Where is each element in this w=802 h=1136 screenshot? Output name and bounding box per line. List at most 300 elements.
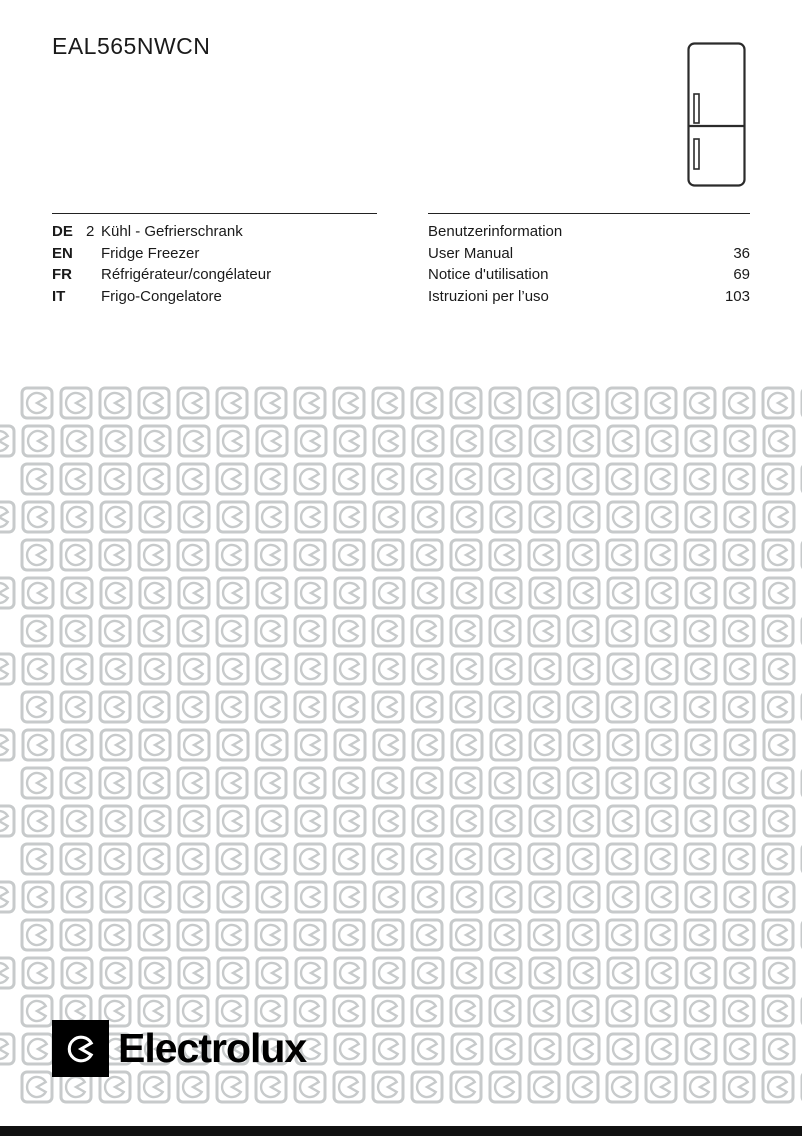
electrolux-symbol-tile-icon bbox=[20, 462, 54, 496]
electrolux-symbol-tile-icon bbox=[761, 614, 795, 648]
electrolux-symbol-tile-icon bbox=[59, 462, 93, 496]
electrolux-symbol-tile-icon bbox=[98, 614, 132, 648]
electrolux-symbol-tile-icon bbox=[333, 804, 367, 838]
electrolux-symbol-tile-icon bbox=[411, 424, 445, 458]
electrolux-symbol-tile-icon bbox=[761, 842, 795, 876]
electrolux-symbol-tile-icon bbox=[20, 994, 54, 1028]
electrolux-symbol-tile-icon bbox=[605, 690, 639, 724]
electrolux-symbol-tile-icon bbox=[410, 538, 444, 572]
manual-page: 69 bbox=[733, 266, 750, 283]
electrolux-symbol-tile-icon bbox=[294, 424, 328, 458]
electrolux-symbol-tile-icon bbox=[645, 1032, 679, 1066]
electrolux-symbol-tile-icon bbox=[606, 652, 640, 686]
electrolux-symbol-tile-icon bbox=[333, 576, 367, 610]
electrolux-symbol-tile-icon bbox=[683, 766, 717, 800]
electrolux-symbol-tile-icon bbox=[98, 386, 132, 420]
electrolux-symbol-tile-icon bbox=[761, 690, 795, 724]
watermark-row bbox=[0, 728, 802, 766]
electrolux-symbol-tile-icon bbox=[59, 690, 93, 724]
page-footer-bar bbox=[0, 1126, 802, 1136]
watermark-row bbox=[0, 652, 802, 690]
electrolux-symbol-tile-icon bbox=[60, 652, 94, 686]
electrolux-symbol-tile-icon bbox=[137, 766, 171, 800]
electrolux-symbol-tile-icon bbox=[99, 804, 133, 838]
electrolux-symbol-tile-icon bbox=[332, 842, 366, 876]
electrolux-symbol-tile-icon bbox=[254, 386, 288, 420]
electrolux-symbol-tile-icon bbox=[411, 1032, 445, 1066]
electrolux-symbol-tile-icon bbox=[528, 576, 562, 610]
electrolux-symbol-tile-icon bbox=[332, 462, 366, 496]
electrolux-symbol-tile-icon bbox=[99, 424, 133, 458]
electrolux-symbol-tile-icon bbox=[567, 804, 601, 838]
electrolux-symbol-tile-icon bbox=[449, 1070, 483, 1104]
electrolux-symbol-tile-icon bbox=[449, 690, 483, 724]
electrolux-symbol-tile-icon bbox=[176, 386, 210, 420]
electrolux-symbol-tile-icon bbox=[450, 500, 484, 534]
electrolux-symbol-tile-icon bbox=[644, 918, 678, 952]
electrolux-symbol-tile-icon bbox=[371, 994, 405, 1028]
electrolux-symbol-tile-icon bbox=[137, 842, 171, 876]
electrolux-symbol-tile-icon bbox=[98, 918, 132, 952]
electrolux-symbol-tile-icon bbox=[254, 462, 288, 496]
electrolux-symbol-tile-icon bbox=[605, 918, 639, 952]
electrolux-symbol-tile-icon bbox=[177, 956, 211, 990]
electrolux-symbol-tile-icon bbox=[684, 576, 718, 610]
electrolux-symbol-tile-icon bbox=[176, 918, 210, 952]
electrolux-symbol-tile-icon bbox=[528, 728, 562, 762]
electrolux-symbol-tile-icon bbox=[644, 842, 678, 876]
electrolux-symbol-tile-icon bbox=[0, 956, 16, 990]
electrolux-symbol-tile-icon bbox=[450, 804, 484, 838]
electrolux-symbol-tile-icon bbox=[215, 766, 249, 800]
electrolux-symbol-tile-icon bbox=[372, 500, 406, 534]
electrolux-symbol-tile-icon bbox=[20, 842, 54, 876]
electrolux-symbol-tile-icon bbox=[567, 956, 601, 990]
electrolux-symbol-tile-icon bbox=[566, 842, 600, 876]
electrolux-symbol-tile-icon bbox=[606, 728, 640, 762]
manual-label: Benutzerinformation bbox=[428, 223, 563, 240]
electrolux-symbol-tile-icon bbox=[255, 652, 289, 686]
electrolux-symbol-tile-icon bbox=[99, 728, 133, 762]
electrolux-symbol-tile-icon bbox=[333, 424, 367, 458]
electrolux-symbol-tile-icon bbox=[450, 576, 484, 610]
electrolux-symbol-tile-icon bbox=[216, 576, 250, 610]
electrolux-symbol-tile-icon bbox=[684, 956, 718, 990]
electrolux-symbol-tile-icon bbox=[645, 804, 679, 838]
electrolux-symbol-tile-icon bbox=[566, 386, 600, 420]
language-title: Fridge Freezer bbox=[101, 244, 200, 262]
electrolux-symbol-tile-icon bbox=[683, 842, 717, 876]
electrolux-symbol-tile-icon bbox=[722, 614, 756, 648]
electrolux-symbol-tile-icon bbox=[488, 994, 522, 1028]
electrolux-symbol-tile-icon bbox=[488, 1070, 522, 1104]
electrolux-symbol-tile-icon bbox=[332, 766, 366, 800]
electrolux-symbol-tile-icon bbox=[566, 994, 600, 1028]
electrolux-symbol-tile-icon bbox=[528, 500, 562, 534]
fridge-freezer-icon bbox=[687, 42, 746, 187]
electrolux-symbol-tile-icon bbox=[371, 538, 405, 572]
electrolux-symbol-tile-icon bbox=[294, 880, 328, 914]
electrolux-symbol-tile-icon bbox=[332, 690, 366, 724]
electrolux-symbol-tile-icon bbox=[60, 424, 94, 458]
electrolux-symbol-tile-icon bbox=[449, 918, 483, 952]
electrolux-symbol-tile-icon bbox=[605, 386, 639, 420]
electrolux-symbol-tile-icon bbox=[605, 614, 639, 648]
electrolux-symbol-tile-icon bbox=[566, 462, 600, 496]
watermark-row bbox=[20, 462, 802, 500]
electrolux-symbol-tile-icon bbox=[762, 956, 796, 990]
electrolux-symbol-tile-icon bbox=[410, 386, 444, 420]
electrolux-symbol-tile-icon bbox=[762, 1032, 796, 1066]
electrolux-symbol-tile-icon bbox=[566, 1070, 600, 1104]
electrolux-symbol-tile-icon bbox=[254, 766, 288, 800]
electrolux-symbol-tile-icon bbox=[528, 956, 562, 990]
language-code: IT bbox=[52, 287, 66, 305]
electrolux-symbol-tile-icon bbox=[332, 1070, 366, 1104]
electrolux-symbol-tile-icon bbox=[723, 804, 757, 838]
electrolux-symbol-tile-icon bbox=[644, 994, 678, 1028]
electrolux-symbol-tile-icon bbox=[527, 918, 561, 952]
electrolux-symbol-tile-icon bbox=[372, 880, 406, 914]
electrolux-symbol-tile-icon bbox=[20, 766, 54, 800]
electrolux-symbol-tile-icon bbox=[449, 538, 483, 572]
electrolux-symbol-tile-icon bbox=[176, 766, 210, 800]
electrolux-symbol-tile-icon bbox=[294, 728, 328, 762]
electrolux-symbol-tile-icon bbox=[645, 880, 679, 914]
electrolux-symbol-tile-icon bbox=[333, 880, 367, 914]
electrolux-symbol-tile-icon bbox=[606, 956, 640, 990]
electrolux-symbol-tile-icon bbox=[723, 424, 757, 458]
electrolux-symbol-tile-icon bbox=[722, 842, 756, 876]
electrolux-symbol-tile-icon bbox=[606, 804, 640, 838]
electrolux-symbol-tile-icon bbox=[176, 842, 210, 876]
electrolux-symbol-tile-icon bbox=[216, 956, 250, 990]
electrolux-symbol-tile-icon bbox=[255, 804, 289, 838]
electrolux-symbol-tile-icon bbox=[605, 994, 639, 1028]
electrolux-symbol-tile-icon bbox=[254, 918, 288, 952]
electrolux-symbol-tile-icon bbox=[20, 1070, 54, 1104]
electrolux-symbol-tile-icon bbox=[177, 500, 211, 534]
watermark-row bbox=[0, 956, 802, 994]
watermark-row bbox=[20, 766, 802, 804]
electrolux-symbol-tile-icon bbox=[566, 538, 600, 572]
electrolux-symbol-tile-icon bbox=[527, 842, 561, 876]
electrolux-symbol-tile-icon bbox=[489, 500, 523, 534]
electrolux-symbol-tile-icon bbox=[371, 918, 405, 952]
electrolux-symbol-tile-icon bbox=[176, 690, 210, 724]
electrolux-symbol-tile-icon bbox=[21, 500, 55, 534]
electrolux-symbol-tile-icon bbox=[215, 386, 249, 420]
electrolux-symbol-tile-icon bbox=[683, 462, 717, 496]
electrolux-symbol-tile-icon bbox=[761, 994, 795, 1028]
electrolux-symbol-tile-icon bbox=[293, 766, 327, 800]
electrolux-symbol-tile-icon bbox=[723, 880, 757, 914]
language-title: Réfrigérateur/congélateur bbox=[101, 266, 272, 283]
electrolux-symbol-tile-icon bbox=[410, 1070, 444, 1104]
electrolux-symbol-tile-icon bbox=[566, 918, 600, 952]
electrolux-symbol-tile-icon bbox=[98, 690, 132, 724]
electrolux-symbol-tile-icon bbox=[449, 614, 483, 648]
electrolux-symbol-tile-icon bbox=[645, 652, 679, 686]
electrolux-symbol-tile-icon bbox=[60, 728, 94, 762]
manual-page: 36 bbox=[733, 244, 750, 262]
language-title: Kühl - Gefrierschrank bbox=[101, 223, 243, 240]
electrolux-symbol-tile-icon bbox=[99, 500, 133, 534]
language-code: DE bbox=[52, 223, 73, 240]
watermark-row bbox=[20, 690, 802, 728]
electrolux-symbol-tile-icon bbox=[99, 576, 133, 610]
electrolux-symbol-tile-icon bbox=[684, 728, 718, 762]
watermark-row bbox=[0, 500, 802, 538]
electrolux-symbol-tile-icon bbox=[21, 652, 55, 686]
electrolux-symbol-tile-icon bbox=[293, 690, 327, 724]
electrolux-symbol-tile-icon bbox=[449, 386, 483, 420]
electrolux-symbol-tile-icon bbox=[333, 1032, 367, 1066]
electrolux-symbol-tile-icon bbox=[410, 462, 444, 496]
electrolux-symbol-tile-icon bbox=[411, 728, 445, 762]
electrolux-symbol-tile-icon bbox=[411, 956, 445, 990]
electrolux-symbol-tile-icon bbox=[606, 576, 640, 610]
electrolux-symbol-tile-icon bbox=[137, 462, 171, 496]
electrolux-symbol-tile-icon bbox=[372, 576, 406, 610]
electrolux-symbol-tile-icon bbox=[605, 766, 639, 800]
electrolux-symbol-tile-icon bbox=[215, 842, 249, 876]
electrolux-symbol-tile-icon bbox=[21, 956, 55, 990]
manual-list bbox=[428, 213, 750, 307]
electrolux-symbol-tile-icon bbox=[762, 804, 796, 838]
electrolux-symbol-tile-icon bbox=[722, 386, 756, 420]
electrolux-symbol-tile-icon bbox=[644, 614, 678, 648]
electrolux-symbol-tile-icon bbox=[528, 652, 562, 686]
electrolux-symbol-tile-icon bbox=[528, 1032, 562, 1066]
electrolux-symbol-tile-icon bbox=[528, 424, 562, 458]
electrolux-symbol-tile-icon bbox=[762, 880, 796, 914]
electrolux-symbol-tile-icon bbox=[254, 690, 288, 724]
electrolux-symbol-tile-icon bbox=[411, 652, 445, 686]
watermark-row bbox=[0, 424, 802, 462]
electrolux-symbol-tile-icon bbox=[410, 614, 444, 648]
electrolux-symbol-tile-icon bbox=[98, 462, 132, 496]
manual-label: User Manual bbox=[428, 244, 514, 262]
electrolux-symbol-tile-icon bbox=[449, 842, 483, 876]
electrolux-symbol-tile-icon bbox=[20, 538, 54, 572]
list-item bbox=[428, 221, 750, 243]
electrolux-symbol-tile-icon bbox=[567, 728, 601, 762]
electrolux-symbol-tile-icon bbox=[527, 690, 561, 724]
electrolux-symbol-tile-icon bbox=[215, 918, 249, 952]
electrolux-symbol-tile-icon bbox=[59, 766, 93, 800]
electrolux-symbol-tile-icon bbox=[762, 424, 796, 458]
electrolux-symbol-tile-icon bbox=[449, 994, 483, 1028]
electrolux-symbol-tile-icon bbox=[0, 804, 16, 838]
electrolux-symbol-tile-icon bbox=[684, 500, 718, 534]
electrolux-symbol-tile-icon bbox=[722, 766, 756, 800]
electrolux-symbol-tile-icon bbox=[372, 956, 406, 990]
electrolux-symbol-tile-icon bbox=[722, 462, 756, 496]
electrolux-symbol-tile-icon bbox=[0, 576, 16, 610]
electrolux-symbol-tile-icon bbox=[137, 538, 171, 572]
electrolux-symbol-tile-icon bbox=[372, 652, 406, 686]
electrolux-symbol-tile-icon bbox=[21, 880, 55, 914]
electrolux-symbol-tile-icon bbox=[762, 576, 796, 610]
electrolux-symbol-tile-icon bbox=[0, 500, 16, 534]
electrolux-symbol-tile-icon bbox=[21, 728, 55, 762]
electrolux-symbol-tile-icon bbox=[645, 576, 679, 610]
electrolux-symbol-tile-icon bbox=[566, 614, 600, 648]
electrolux-symbol-tile-icon bbox=[371, 614, 405, 648]
electrolux-symbol-tile-icon bbox=[255, 424, 289, 458]
electrolux-symbol-tile-icon bbox=[683, 690, 717, 724]
electrolux-symbol-tile-icon bbox=[60, 880, 94, 914]
electrolux-symbol-tile-icon bbox=[488, 766, 522, 800]
electrolux-symbol-tile-icon bbox=[59, 614, 93, 648]
electrolux-symbol-tile-icon bbox=[99, 652, 133, 686]
electrolux-symbol-tile-icon bbox=[332, 386, 366, 420]
language-list bbox=[52, 213, 377, 307]
electrolux-symbol-tile-icon bbox=[99, 956, 133, 990]
electrolux-symbol-tile-icon bbox=[488, 842, 522, 876]
electrolux-symbol-tile-icon bbox=[0, 880, 16, 914]
electrolux-symbol-tile-icon bbox=[293, 386, 327, 420]
electrolux-symbol-tile-icon bbox=[255, 576, 289, 610]
electrolux-symbol-tile-icon bbox=[683, 918, 717, 952]
watermark-row bbox=[0, 880, 802, 918]
electrolux-symbol-tile-icon bbox=[722, 538, 756, 572]
electrolux-symbol-tile-icon bbox=[527, 614, 561, 648]
electrolux-symbol-tile-icon bbox=[372, 424, 406, 458]
electrolux-symbol-tile-icon bbox=[177, 880, 211, 914]
electrolux-symbol-tile-icon bbox=[605, 462, 639, 496]
electrolux-symbol-tile-icon bbox=[137, 614, 171, 648]
electrolux-symbol-tile-icon bbox=[216, 424, 250, 458]
electrolux-symbol-tile-icon bbox=[489, 804, 523, 838]
electrolux-symbol-tile-icon bbox=[138, 500, 172, 534]
electrolux-symbol-tile-icon bbox=[332, 918, 366, 952]
electrolux-symbol-tile-icon bbox=[644, 690, 678, 724]
electrolux-symbol-tile-icon bbox=[138, 728, 172, 762]
electrolux-symbol-tile-icon bbox=[255, 728, 289, 762]
electrolux-symbol-tile-icon bbox=[293, 614, 327, 648]
electrolux-symbol-tile-icon bbox=[527, 766, 561, 800]
electrolux-symbol-tile-icon bbox=[137, 690, 171, 724]
electrolux-symbol-tile-icon bbox=[527, 1070, 561, 1104]
electrolux-logo bbox=[52, 1020, 306, 1077]
electrolux-symbol-tile-icon bbox=[450, 652, 484, 686]
electrolux-symbol-tile-icon bbox=[488, 386, 522, 420]
electrolux-symbol-tile-icon bbox=[20, 614, 54, 648]
electrolux-symbol-tile-icon bbox=[567, 652, 601, 686]
manual-label: Notice d'utilisation bbox=[428, 266, 549, 283]
electrolux-symbol-tile-icon bbox=[722, 690, 756, 724]
electrolux-symbol-tile-icon bbox=[645, 956, 679, 990]
electrolux-symbol-tile-icon bbox=[488, 538, 522, 572]
electrolux-symbol-tile-icon bbox=[761, 462, 795, 496]
electrolux-symbol-tile-icon bbox=[722, 1070, 756, 1104]
electrolux-symbol-tile-icon bbox=[137, 386, 171, 420]
electrolux-symbol-tile-icon bbox=[644, 386, 678, 420]
electrolux-symbol-tile-icon bbox=[137, 918, 171, 952]
electrolux-symbol-tile-icon bbox=[254, 842, 288, 876]
electrolux-symbol-tile-icon bbox=[489, 576, 523, 610]
language-page bbox=[86, 264, 101, 286]
electrolux-symbol-tile-icon bbox=[215, 690, 249, 724]
electrolux-symbol-tile-icon bbox=[567, 576, 601, 610]
electrolux-symbol-tile-icon bbox=[138, 804, 172, 838]
watermark-row bbox=[20, 386, 802, 424]
watermark-row bbox=[20, 842, 802, 880]
electrolux-symbol-tile-icon bbox=[488, 462, 522, 496]
electrolux-symbol-tile-icon bbox=[684, 804, 718, 838]
electrolux-symbol-tile-icon bbox=[20, 918, 54, 952]
electrolux-symbol-tile-icon bbox=[722, 918, 756, 952]
electrolux-symbol-tile-icon bbox=[723, 576, 757, 610]
index-columns bbox=[52, 213, 750, 307]
electrolux-symbol-tile-icon bbox=[411, 576, 445, 610]
electrolux-symbol-tile-icon bbox=[566, 766, 600, 800]
watermark-row bbox=[20, 614, 802, 652]
electrolux-symbol-tile-icon bbox=[683, 994, 717, 1028]
electrolux-symbol-tile-icon bbox=[488, 918, 522, 952]
electrolux-symbol-tile-icon bbox=[606, 1032, 640, 1066]
electrolux-symbol-tile-icon bbox=[216, 880, 250, 914]
list-item bbox=[428, 243, 750, 265]
electrolux-symbol-tile-icon bbox=[216, 728, 250, 762]
electrolux-wordmark: Electrolux bbox=[118, 1025, 307, 1071]
electrolux-symbol-tile-icon bbox=[761, 386, 795, 420]
electrolux-symbol-tile-icon bbox=[410, 766, 444, 800]
list-item bbox=[52, 286, 377, 308]
electrolux-symbol-tile-icon bbox=[450, 1032, 484, 1066]
electrolux-symbol-tile-icon bbox=[761, 538, 795, 572]
electrolux-symbol-tile-icon bbox=[450, 728, 484, 762]
electrolux-symbol-tile-icon bbox=[371, 842, 405, 876]
electrolux-symbol-tile-icon bbox=[605, 538, 639, 572]
manual-label: Istruzioni per l’uso bbox=[428, 287, 549, 305]
electrolux-symbol-tile-icon bbox=[410, 918, 444, 952]
electrolux-symbol-tile-icon bbox=[645, 728, 679, 762]
electrolux-symbol-tile-icon bbox=[605, 842, 639, 876]
electrolux-symbol-tile-icon bbox=[683, 386, 717, 420]
electrolux-symbol-tile-icon bbox=[684, 880, 718, 914]
electrolux-symbol-tile-icon bbox=[255, 956, 289, 990]
electrolux-symbol-tile-icon bbox=[605, 1070, 639, 1104]
watermark-row bbox=[0, 576, 802, 614]
electrolux-symbol-tile-icon bbox=[684, 1032, 718, 1066]
electrolux-symbol-tile-icon bbox=[527, 386, 561, 420]
electrolux-symbol-tile-icon bbox=[411, 880, 445, 914]
electrolux-symbol-tile-icon bbox=[215, 538, 249, 572]
list-item bbox=[52, 221, 377, 243]
electrolux-symbol-tile-icon bbox=[294, 804, 328, 838]
language-page: 2 bbox=[86, 223, 95, 240]
electrolux-symbol-tile-icon bbox=[215, 462, 249, 496]
electrolux-symbol-tile-icon bbox=[723, 500, 757, 534]
electrolux-symbol-tile-icon bbox=[567, 880, 601, 914]
electrolux-symbol-tile-icon bbox=[294, 576, 328, 610]
electrolux-symbol-tile-icon bbox=[333, 652, 367, 686]
electrolux-symbol-tile-icon bbox=[762, 500, 796, 534]
electrolux-symbol-tile-icon bbox=[683, 1070, 717, 1104]
electrolux-symbol-tile-icon bbox=[0, 728, 16, 762]
electrolux-symbol-tile-icon bbox=[21, 804, 55, 838]
electrolux-symbol-tile-icon bbox=[177, 424, 211, 458]
electrolux-symbol-tile-icon bbox=[294, 652, 328, 686]
electrolux-symbol-tile-icon bbox=[177, 804, 211, 838]
electrolux-symbol-tile-icon bbox=[372, 728, 406, 762]
watermark-row bbox=[20, 918, 802, 956]
electrolux-symbol-tile-icon bbox=[138, 652, 172, 686]
electrolux-symbol-tile-icon bbox=[20, 690, 54, 724]
